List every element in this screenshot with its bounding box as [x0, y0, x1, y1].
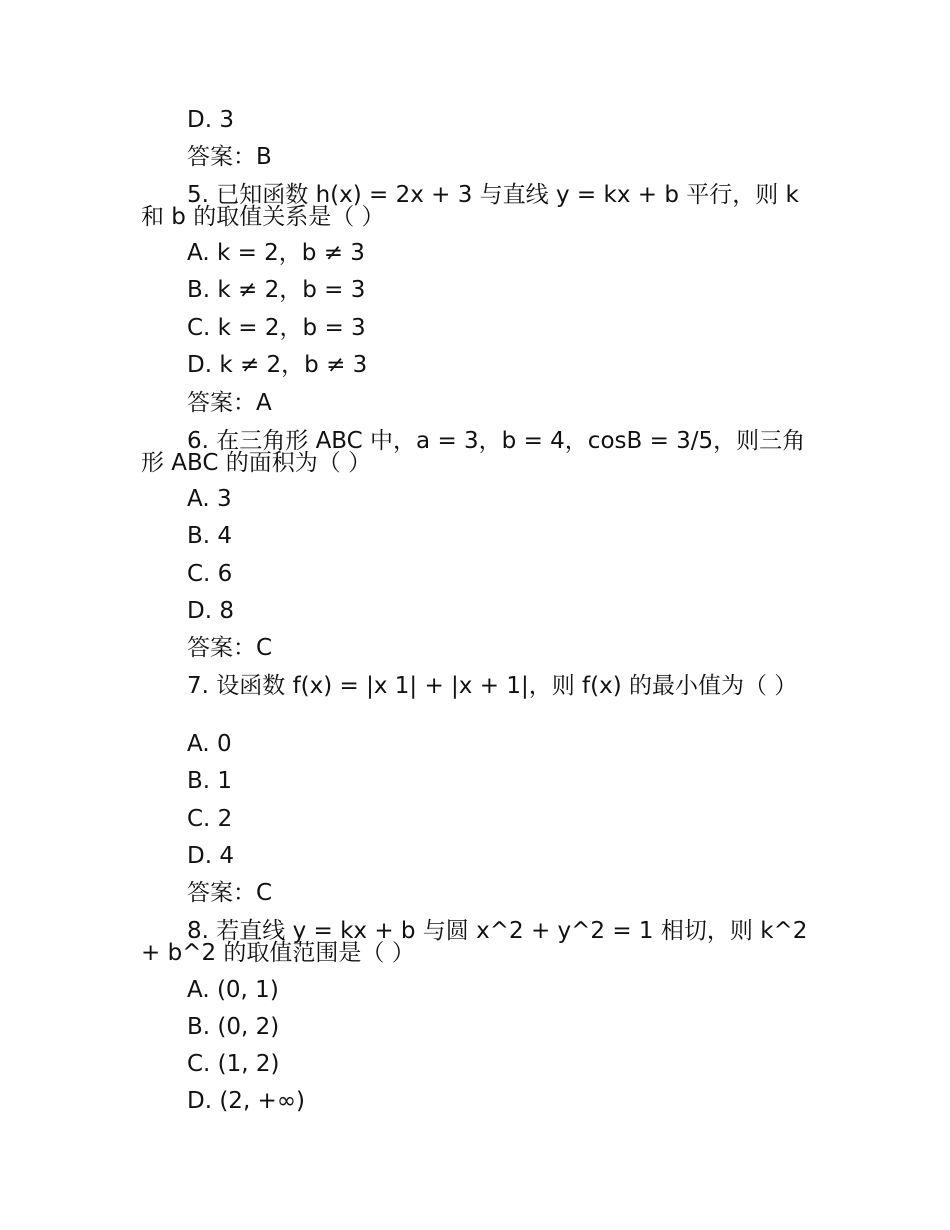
q5-stem: 5. 已知函数 h(x) = 2x + 3 与直线 y = kx + b 平行，则 k 和 b 的取值关系是（ ） [141, 182, 799, 230]
q5-option-b: B. k ≠ 2，b = 3 [187, 277, 366, 303]
q5-option-a: A. k = 2，b ≠ 3 [187, 240, 365, 266]
q5-option-d: D. k ≠ 2，b ≠ 3 [187, 352, 368, 378]
q5-answer: 答案：A [187, 390, 272, 416]
q6-option-a: A. 3 [187, 486, 232, 512]
q8-option-c: C. (1, 2) [187, 1051, 280, 1077]
q6-option-c: C. 6 [187, 561, 233, 587]
q6-answer: 答案：C [187, 635, 273, 661]
q6-stem: 6. 在三角形 ABC 中，a = 3，b = 4，cosB = 3/5，则三角形 ABC 的面积为（ ） [141, 428, 806, 476]
q8-option-d: D. (2, +∞) [187, 1088, 305, 1114]
q5-option-c: C. k = 2，b = 3 [187, 315, 366, 341]
q4-option-d: D. 3 [187, 107, 234, 133]
q6-option-d: D. 8 [187, 598, 234, 624]
q7-option-a: A. 0 [187, 731, 232, 757]
q7-stem: 7. 设函数 f(x) = |x 1| + |x + 1|，则 f(x) 的最小值为（ ） [187, 673, 798, 699]
q4-answer: 答案：B [187, 144, 272, 170]
q7-option-d: D. 4 [187, 843, 234, 869]
q8-stem: 8. 若直线 y = kx + b 与圆 x^2 + y^2 = 1 相切，则 k^2 + b^2 的取值范围是（ ） [141, 918, 808, 966]
q7-answer: 答案：C [187, 880, 273, 906]
q8-option-b: B. (0, 2) [187, 1014, 280, 1040]
q8-option-a: A. (0, 1) [187, 977, 279, 1003]
q7-option-c: C. 2 [187, 806, 233, 832]
q6-option-b: B. 4 [187, 523, 233, 549]
q7-option-b: B. 1 [187, 768, 233, 794]
